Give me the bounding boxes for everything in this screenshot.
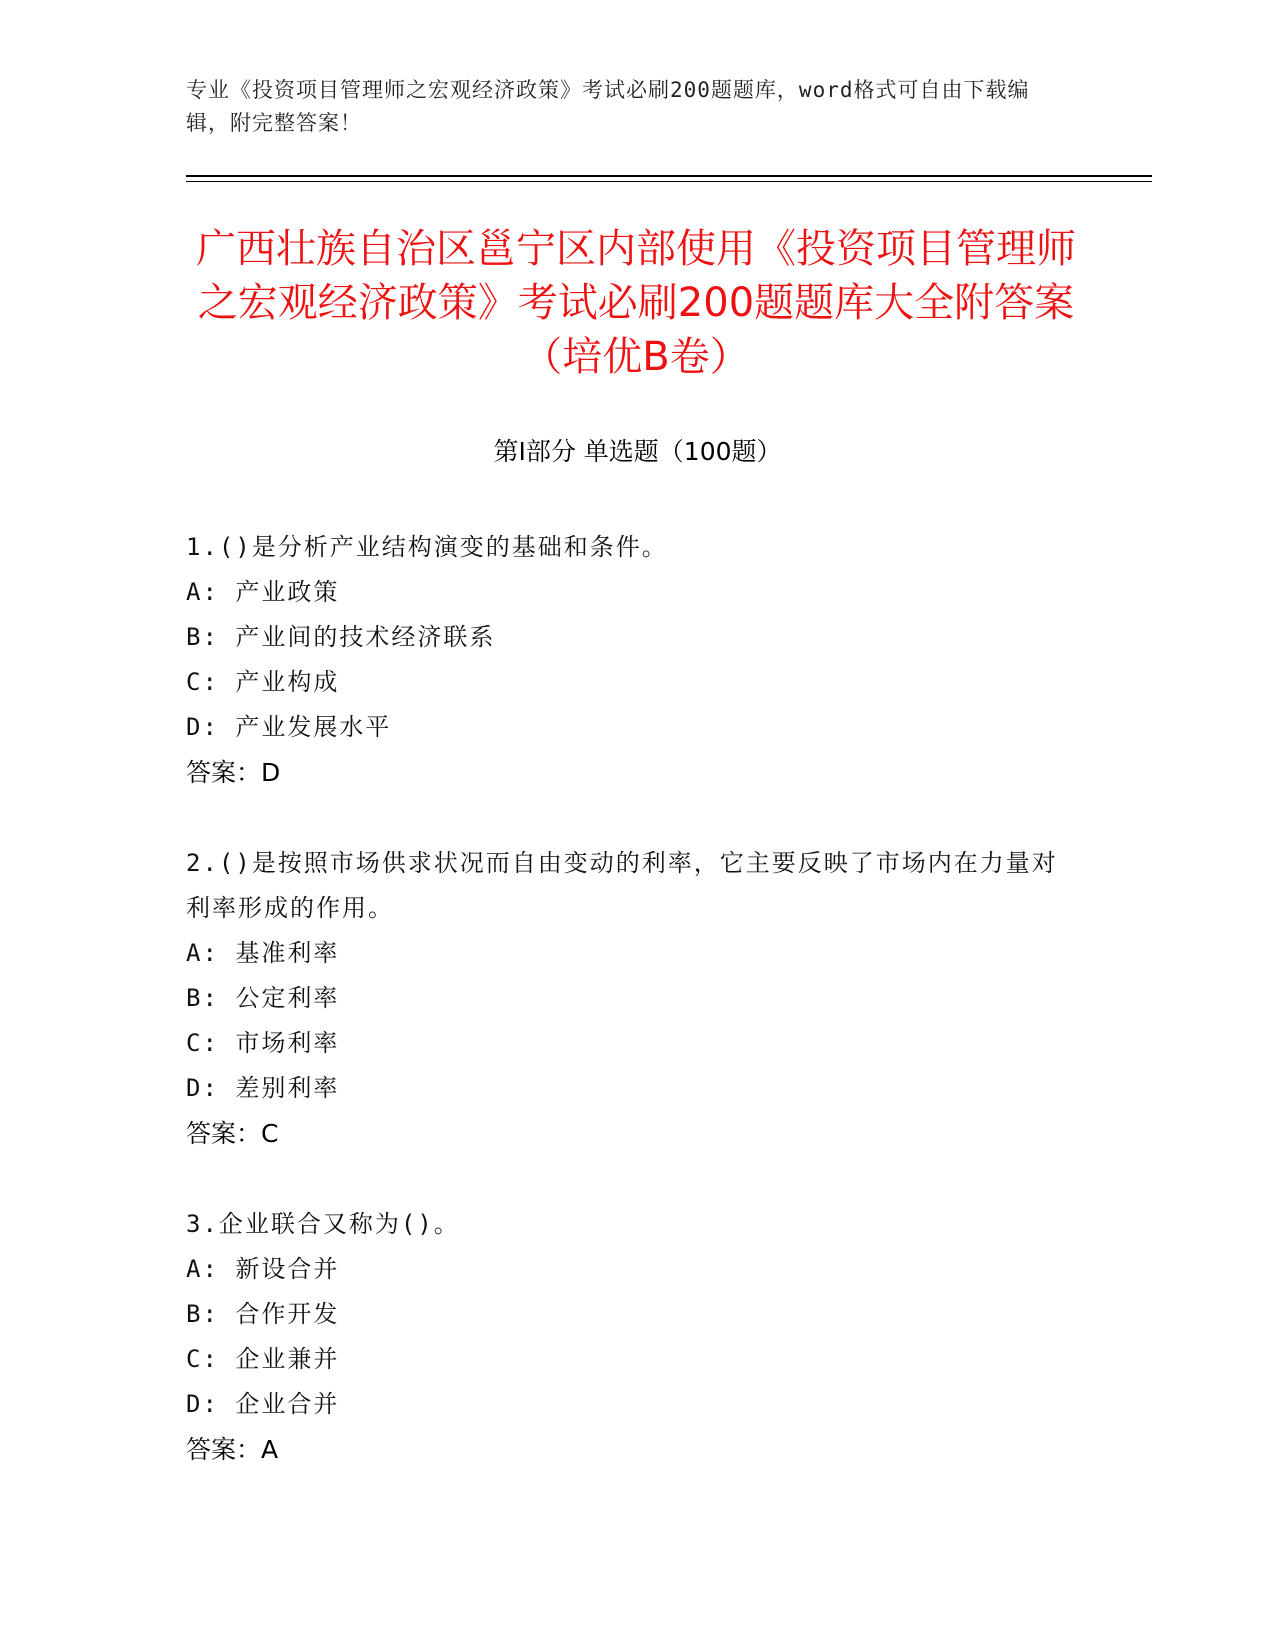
option-b: B: 产业间的技术经济联系	[186, 623, 496, 651]
question-stem: 1.()是分析产业结构演变的基础和条件。	[186, 533, 668, 561]
document-title: 广西壮族自治区邕宁区内部使用《投资项目管理师之宏观经济政策》考试必刷200题题库大全附答案（培优B卷）	[196, 226, 1076, 380]
answer: 答案：C	[186, 1119, 279, 1148]
option-a: A: 产业政策	[186, 578, 340, 606]
section-heading: 第Ⅰ部分 单选题（100题）	[493, 437, 782, 466]
header-divider-thin	[186, 181, 1152, 182]
question-list	[186, 525, 1066, 1518]
option-b: B: 公定利率	[186, 984, 340, 1012]
question-3	[186, 1202, 1066, 1472]
header-note: 专业《投资项目管理师之宏观经济政策》考试必刷200题题库，word格式可自由下载编辑，附完整答案！	[186, 78, 1030, 135]
option-d: D: 差别利率	[186, 1074, 340, 1102]
option-d: D: 企业合并	[186, 1390, 340, 1418]
option-c: C: 市场利率	[186, 1029, 340, 1057]
header-divider-thick	[186, 175, 1152, 177]
answer: 答案：A	[186, 1435, 279, 1464]
answer: 答案：D	[186, 758, 281, 787]
option-c: C: 产业构成	[186, 668, 340, 696]
question-stem: 3.企业联合又称为()。	[186, 1210, 460, 1238]
option-a: A: 新设合并	[186, 1255, 340, 1283]
option-d: D: 产业发展水平	[186, 713, 392, 741]
question-stem: 2.()是按照市场供求状况而自由变动的利率，它主要反映了市场内在力量对利率形成的作用。	[186, 849, 1058, 922]
option-c: C: 企业兼并	[186, 1345, 340, 1373]
option-a: A: 基准利率	[186, 939, 340, 967]
question-1	[186, 525, 1066, 795]
option-b: B: 合作开发	[186, 1300, 340, 1328]
question-2	[186, 841, 1066, 1156]
